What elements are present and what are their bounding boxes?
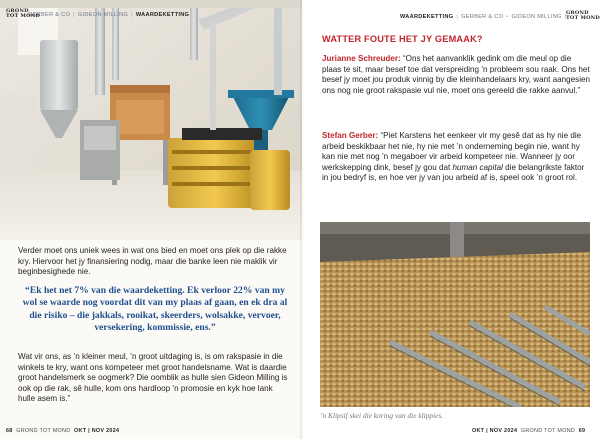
- grain-sieve-photo: [320, 222, 590, 407]
- logo-line-2: TOT MOND: [566, 15, 600, 21]
- speaker-name: Jurianne Schreuder:: [322, 54, 401, 63]
- right-footer: [472, 428, 585, 434]
- right-running-header: WAARDEKETTING | GERBER & CO • GIDEON MILLING |: [400, 14, 567, 20]
- right-page: [302, 0, 600, 439]
- quote-text-end: die belangrikste faktor in jou bedryf is, en hoe ver jy van jou arbeid af is, speel ook ’n groot rol.: [322, 162, 585, 183]
- footer-magazine: GROND TOT MOND: [16, 428, 71, 434]
- quote-stefan: [322, 131, 590, 184]
- photo-caption: ’n Klipsif skei die koring van die klippies.: [320, 411, 444, 420]
- footer-magazine: GROND TOT MOND: [520, 428, 576, 434]
- header-topic: WAARDEKETTING: [135, 12, 190, 18]
- quote-text: “Ons het aanvanklik gedink om die meul op die plaas te sit, maar besef toe dat verspreiding ’n probleem sou raak. Ons het besef jy moet jou produk vinnig by die kleinhandelaars kry, want aangesien ons nog nie groot rakspasie vul nie, moet ons gereeld die rakke aanvul.”: [322, 54, 591, 95]
- pull-quote: “Ek het net 7% van die waardeketting. Ek verloor 22% van my wol se waarde nog voordat dit van my plaas af gaan, en ek dra al die risiko – die jakkals, rooikat, skeerders, wolsakke, vervoer, versekering, kommissie, ens.”: [22, 285, 288, 334]
- footer-issue: OKT | NOV 2024: [472, 428, 518, 434]
- spread-gutter: [300, 0, 304, 439]
- magazine-logo: [6, 9, 40, 19]
- left-footer: [6, 428, 119, 434]
- footer-issue: OKT | NOV 2024: [74, 428, 120, 434]
- logo-line-1: GROND: [566, 10, 589, 16]
- page-number: 68: [6, 428, 13, 434]
- speaker-name: Stefan Gerber:: [322, 131, 379, 140]
- header-topic: WAARDEKETTING: [400, 14, 454, 20]
- quote-emphasis: human capital: [452, 162, 503, 172]
- header-subsection: GIDEON MILLING: [511, 14, 562, 20]
- page-number: 69: [578, 428, 586, 434]
- section-title: WATTER FOUTE HET JY GEMAAK?: [322, 34, 483, 44]
- quote-text: “Piet Karstens het eenkeer vir my gesê dat as hy nie die arbeid beskikbaar het nie, hy nie met ’n onderneming begin nie, want hy kan nie met nog ’n megaboer vir arbeid kompeteer nie. Wanneer jy oor werkskepping dink, besef jy gou dat: [322, 131, 582, 172]
- logo-line-2: TOT MOND: [6, 13, 40, 19]
- header-subsection: GIDEON MILLING: [77, 12, 129, 18]
- left-running-header: GERBER & CO | GIDEON MILLING | WAARDEKETTING: [28, 12, 190, 18]
- intro-paragraph: Verder moet ons uniek wees in wat ons bied en moet ons plek op die rakke kry. Hiervoor het jy finansiering nodig, maar die banke leen nie maklik vir beginbesighede nie.: [18, 246, 287, 277]
- logo-line-1: GROND: [6, 8, 29, 14]
- closing-paragraph: Wat vir ons, as ’n kleiner meul, ’n groot uitdaging is, is om rakspasie in die winkels te kry, want ons kompeteer met groot handelsname. Wat is daardie groot handelsmerk se oogmerk? Die oomblik as hulle sien Gideon Milling is ook op die rak, sê hulle, kom ons hardloop ’n promosie en kyk hoe lank hulle asem is.”: [18, 352, 288, 404]
- quote-jurianne: [322, 54, 590, 96]
- header-section: GERBER & CO: [461, 14, 504, 20]
- mill-machinery-photo: [0, 0, 302, 240]
- magazine-logo: [566, 11, 600, 21]
- header-section: GERBER & CO: [28, 12, 71, 18]
